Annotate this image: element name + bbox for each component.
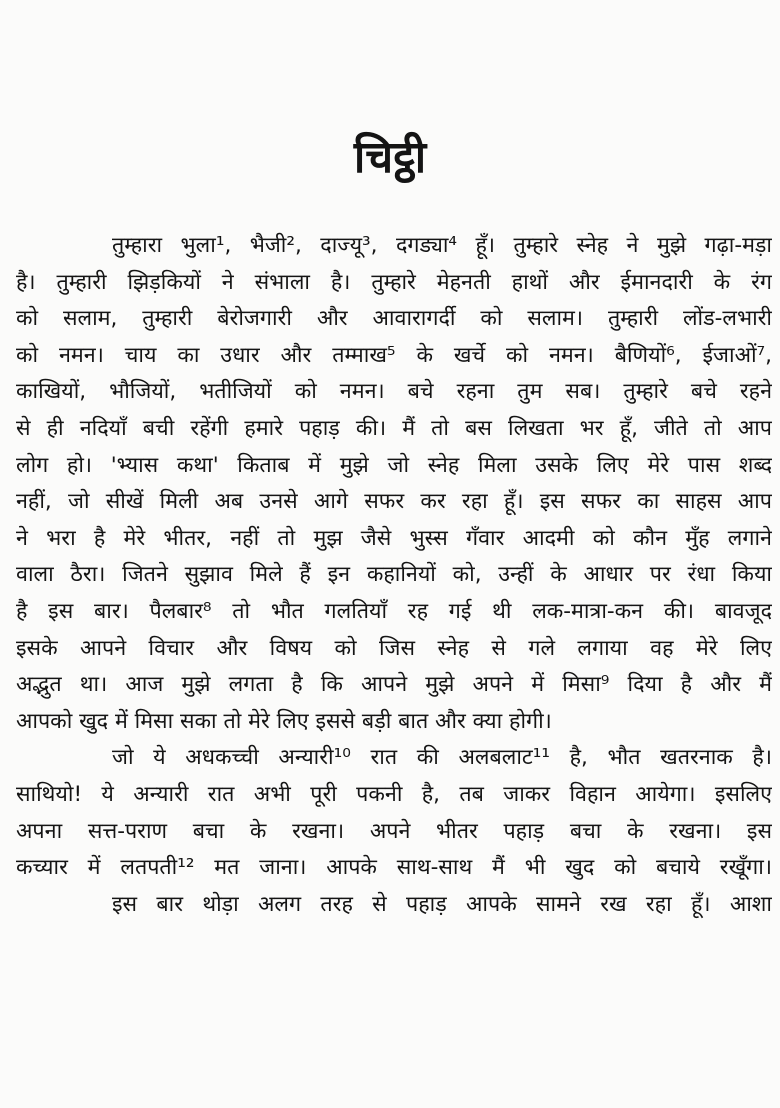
text-line: साथियो! ये अन्यारी रात अभी पूरी पकनी है, तब जाकर विहान आयेगा। इसलिए	[16, 781, 772, 807]
text-line: को सलाम, तुम्हारी बेरोजगारी और आवारागर्दी को सलाम। तुम्हारी लोंड-लभारी	[16, 306, 772, 332]
text-line: तुम्हारा भुला¹, भैजी², दाज्यू³, दगड्या⁴ हूँ। तुम्हारे स्नेह ने मुझे गढ़ा-मड़ा	[112, 233, 772, 258]
text-line: कच्यार में लतपती¹² मत जाना। आपके साथ-साथ मैं भी खुद को बचाये रखूँगा।	[16, 855, 772, 881]
text-line: काखियों, भौजियों, भतीजियों को नमन। बचे रहना तुम सब। तुम्हारे बचे रहने	[16, 379, 772, 405]
text-line: से ही नदियाँ बची रहेंगी हमारे पहाड़ की। मैं तो बस लिखता भर हूँ, जीते तो आप	[16, 415, 772, 441]
text-line: जो ये अधकच्ची अन्यारी¹⁰ रात की अलबलाट¹¹ है, भौत खतरनाक है।	[112, 745, 772, 771]
text-line: लोग हो। 'भ्यास कथा' किताब में मुझे जो स्नेह मिला उसके लिए मेरे पास शब्द	[16, 452, 772, 478]
text-line: ने भरा है मेरे भीतर, नहीं तो मुझ जैसे भुस्स गँवार आदमी को कौन मुँह लगाने	[16, 525, 772, 551]
text-line: है। तुम्हारी झिड़कियों ने संभाला है। तुम्हारे मेहनती हाथों और ईमानदारी के रंग	[16, 269, 772, 295]
text-line: इसके आपने विचार और विषय को जिस स्नेह से गले लगाया वह मेरे लिए	[16, 635, 772, 661]
text-line: है इस बार। पैलबार⁸ तो भौत गलतियाँ रह गई थी लक-मात्रा-कन की। बावजूद	[16, 598, 772, 624]
text-line: अद्भुत था। आज मुझे लगता है कि आपने मुझे अपने में मिसा⁹ दिया है और मैं	[16, 672, 772, 698]
text-line: आपको खुद में मिसा सका तो मेरे लिए इससे बड़ी बात और क्या होगी।	[16, 708, 552, 734]
text-line: अपना सत्त-पराण बचा के रखना। अपने भीतर पहाड़ बचा के रखना। इस	[16, 818, 772, 844]
text-line: को नमन। चाय का उधार और तम्माख⁵ के खर्चे को नमन। बैणियों⁶, ईजाओं⁷,	[16, 342, 772, 368]
text-line: नहीं, जो सीखें मिली अब उनसे आगे सफर कर रहा हूँ। इस सफर का साहस आप	[16, 489, 772, 515]
page-title: चिट्ठी	[353, 132, 427, 183]
body-text	[16, 228, 772, 923]
text-line: इस बार थोड़ा अलग तरह से पहाड़ आपके सामने रख रहा हूँ। आशा	[112, 891, 772, 917]
text-line: वाला ठैरा। जितने सुझाव मिले हैं इन कहानियों को, उन्हीं के आधार पर रंधा किया	[16, 562, 772, 588]
